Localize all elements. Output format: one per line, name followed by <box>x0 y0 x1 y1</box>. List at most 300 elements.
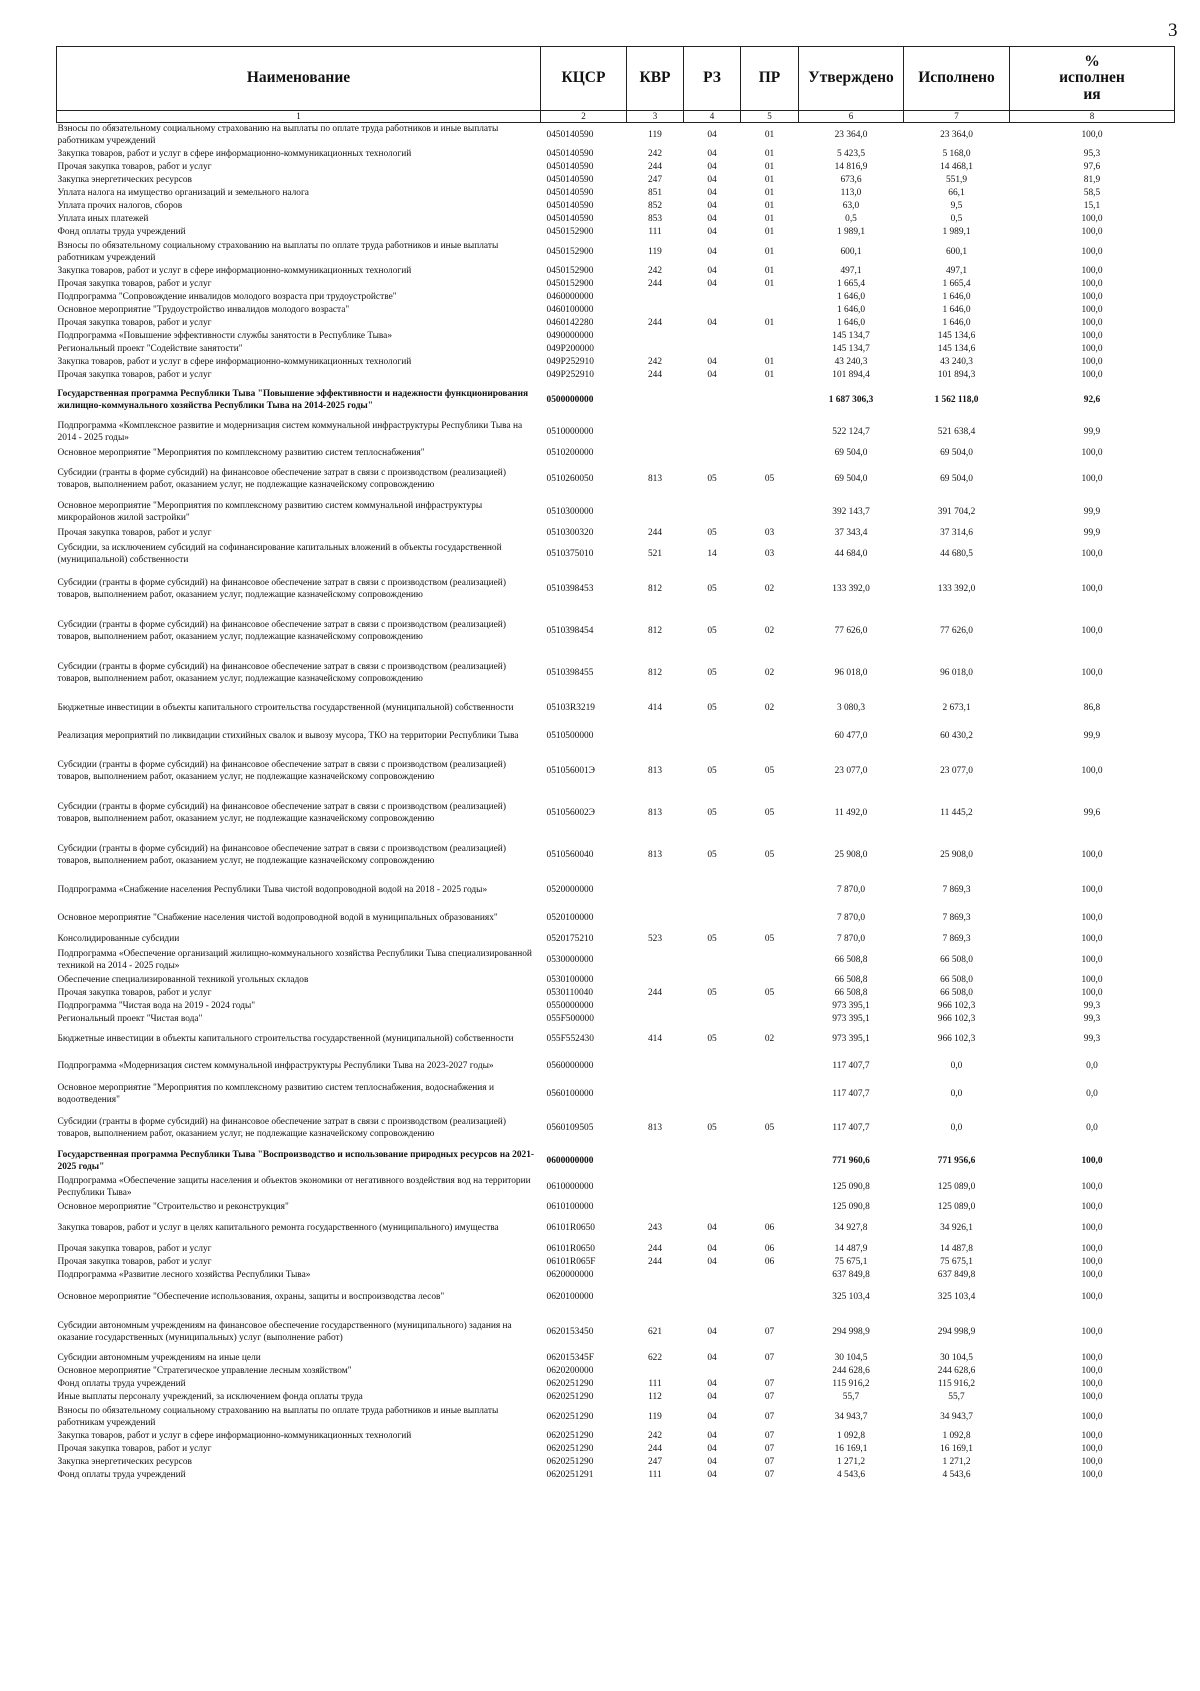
cell-executed: 497,1 <box>945 266 968 277</box>
cell-percent: 100,0 <box>1081 583 1103 594</box>
cell-executed: 69 504,0 <box>940 473 973 484</box>
cell-approved: 7 870,0 <box>836 884 866 895</box>
cell-kvr <box>627 1053 684 1081</box>
cell-percent: 100,0 <box>1081 548 1103 559</box>
cell-name: Субсидии автономным учреждениям на финансовое обеспечение государственного (муниципального) задания на оказание государственных (муниципальных) услуг (выполнение работ) <box>57 1321 512 1343</box>
cell-rz: 14 <box>707 548 717 559</box>
cell-name: Подпрограмма «Обеспечение организаций жилищно-коммунального хозяйства Республики Тыва специализированной техникой на 2014 - 2025 годы» <box>57 949 532 971</box>
cell-approved: 63,0 <box>842 201 860 212</box>
table-row <box>57 1405 1175 1431</box>
cell-approved: 117 407,7 <box>832 1060 870 1071</box>
cell-name: Подпрограмма «Повышение эффективности службы занятости в Республике Тыва» <box>57 331 393 342</box>
cell-kcsr: 0620153450 <box>546 1326 594 1337</box>
cell-kcsr: 0520175210 <box>546 933 594 944</box>
cell-pr <box>741 419 799 447</box>
cell-rz: 04 <box>707 149 717 160</box>
cell-kvr <box>627 383 684 419</box>
cell-kvr: 523 <box>647 933 663 944</box>
cell-approved: 125 090,8 <box>832 1181 870 1192</box>
cell-approved: 973 395,1 <box>832 1014 870 1025</box>
cell-kvr <box>627 723 684 751</box>
cell-executed: 391 704,2 <box>937 506 976 517</box>
column-number: 4 <box>684 111 741 123</box>
cell-pr: 07 <box>764 1444 775 1455</box>
column-number-row <box>57 111 1175 123</box>
cell-approved: 55,7 <box>842 1392 860 1403</box>
cell-kcsr: 0510260050 <box>546 473 594 484</box>
cell-percent: 100,0 <box>1081 1201 1103 1212</box>
cell-pr <box>741 344 799 357</box>
cell-approved: 11 492,0 <box>834 807 868 818</box>
cell-kvr: 244 <box>647 318 663 329</box>
cell-pr <box>741 1149 799 1175</box>
cell-approved: 637 849,8 <box>832 1270 870 1281</box>
cell-kcsr: 0530000000 <box>546 954 594 965</box>
cell-kcsr: 0620100000 <box>546 1291 594 1302</box>
cell-pr: 06 <box>764 1222 775 1233</box>
cell-executed: 133 392,0 <box>937 583 976 594</box>
cell-kvr <box>627 305 684 318</box>
cell-kcsr: 0620200000 <box>546 1366 594 1377</box>
cell-percent: 100,0 <box>1081 975 1103 986</box>
cell-kvr <box>627 1014 684 1027</box>
cell-executed: 4 543,6 <box>942 1470 971 1481</box>
cell-percent: 100,0 <box>1081 292 1103 303</box>
cell-kvr: 852 <box>647 201 663 212</box>
cell-executed: 2 673,1 <box>942 702 971 713</box>
table-row <box>57 947 1175 975</box>
cell-percent: 100,0 <box>1081 1379 1103 1390</box>
cell-kcsr: 0530100000 <box>546 975 594 986</box>
cell-approved: 1 271,2 <box>836 1457 866 1468</box>
cell-rz: 04 <box>707 188 717 199</box>
cell-percent: 100,0 <box>1081 884 1103 895</box>
cell-kvr <box>627 447 684 461</box>
cell-percent: 100,0 <box>1081 331 1103 342</box>
cell-name: Региональный проект "Содействие занятости" <box>57 344 243 355</box>
cell-name: Подпрограмма «Комплексное развитие и модернизация систем коммунальной инфраструктуры Республики Тыва на 2014 - 2025 годы» <box>57 421 523 443</box>
cell-approved: 77 626,0 <box>834 625 868 636</box>
cell-kcsr: 0560100000 <box>546 1088 594 1099</box>
cell-rz: 04 <box>707 201 717 212</box>
cell-approved: 1 092,8 <box>836 1431 866 1442</box>
cell-rz: 05 <box>707 667 717 678</box>
cell-pr: 07 <box>764 1392 775 1403</box>
table-row <box>57 1470 1175 1483</box>
cell-rz: 04 <box>707 214 717 225</box>
cell-kvr: 813 <box>647 1122 663 1133</box>
cell-kvr <box>627 1270 684 1283</box>
cell-approved: 44 684,0 <box>834 548 868 559</box>
cell-rz <box>684 292 741 305</box>
cell-kvr: 812 <box>647 625 663 636</box>
cell-kcsr: 0460100000 <box>546 305 594 316</box>
cell-percent: 100,0 <box>1081 246 1103 257</box>
cell-percent: 100,0 <box>1081 1353 1103 1364</box>
cell-pr <box>741 292 799 305</box>
cell-name: Субсидии (гранты в форме субсидий) на финансовое обеспечение затрат в связи с производством (реализацией) товаров, выполнением работ, оказанием услуг, не подлежащие казначейскому сопровождению <box>57 802 506 824</box>
cell-kvr <box>627 1366 684 1379</box>
cell-kvr: 119 <box>648 246 662 257</box>
cell-kvr <box>627 292 684 305</box>
cell-kcsr: 0450152900 <box>546 227 594 238</box>
cell-name: Закупка товаров, работ и услуг в сфере информационно-коммуникационных технологий <box>57 357 412 368</box>
cell-executed: 30 104,5 <box>940 1353 973 1364</box>
cell-percent: 99,6 <box>1083 807 1101 818</box>
cell-kvr <box>627 344 684 357</box>
table-row <box>57 793 1175 835</box>
cell-name: Закупка энергетических ресурсов <box>57 175 192 186</box>
cell-kvr: 812 <box>647 583 663 594</box>
cell-approved: 1 665,4 <box>836 279 866 290</box>
cell-percent: 97,6 <box>1083 162 1101 173</box>
cell-executed: 1 562 118,0 <box>934 394 979 405</box>
cell-executed: 9,5 <box>950 201 963 212</box>
header-percent-line-2: исполнен <box>1059 69 1125 87</box>
cell-executed: 0,5 <box>950 214 963 225</box>
cell-percent: 100,0 <box>1081 473 1103 484</box>
cell-pr: 05 <box>764 765 775 776</box>
cell-approved: 973 395,1 <box>832 1001 870 1012</box>
cell-approved: 60 477,0 <box>834 730 868 741</box>
cell-approved: 23 364,0 <box>834 130 868 141</box>
cell-kvr <box>627 1081 684 1109</box>
cell-kvr: 812 <box>647 667 663 678</box>
cell-percent: 100,0 <box>1081 318 1103 329</box>
table-row <box>57 344 1175 357</box>
cell-approved: 30 104,5 <box>834 1353 868 1364</box>
cell-kvr: 244 <box>647 370 663 381</box>
cell-kvr: 244 <box>647 1243 663 1254</box>
cell-kvr: 853 <box>647 214 663 225</box>
table-row <box>57 695 1175 723</box>
cell-kcsr: 0620251290 <box>546 1457 594 1468</box>
cell-percent: 100,0 <box>1081 1457 1103 1468</box>
cell-pr <box>741 1283 799 1313</box>
cell-executed: 55,7 <box>948 1392 965 1403</box>
cell-executed: 16 169,1 <box>940 1444 973 1455</box>
cell-approved: 101 894,4 <box>832 370 870 381</box>
cell-approved: 34 943,7 <box>834 1411 868 1422</box>
table-row <box>57 383 1175 419</box>
cell-percent: 100,0 <box>1081 1222 1103 1233</box>
cell-name: Государственная программа Республики Тыва "Повышение эффективности и надежности функционирования жилищно-коммунального хозяйства Республики Тыва на 2014-2025 годы" <box>57 389 529 411</box>
cell-approved: 1 646,0 <box>836 292 866 303</box>
table-row <box>57 447 1175 461</box>
cell-rz: 04 <box>707 1353 717 1364</box>
cell-name: Иные выплаты персоналу учреждений, за исключением фонда оплаты труда <box>57 1392 363 1403</box>
table-row <box>57 835 1175 877</box>
cell-kcsr: 0560000000 <box>546 1060 594 1071</box>
cell-percent: 0,0 <box>1086 1060 1098 1071</box>
cell-percent: 100,0 <box>1081 625 1103 636</box>
cell-kvr: 111 <box>648 1379 662 1390</box>
page-number: 3 <box>1168 20 1178 41</box>
cell-name: Взносы по обязательному социальному страхованию на выплаты по оплате труда работников и иные выплаты работникам учреждений <box>57 124 499 146</box>
cell-kcsr: 0610000000 <box>546 1181 594 1192</box>
cell-rz: 04 <box>707 1431 717 1442</box>
table-body <box>57 123 1175 1483</box>
cell-percent: 100,0 <box>1081 1270 1103 1281</box>
cell-executed: 1 665,4 <box>942 279 971 290</box>
table-row <box>57 370 1175 383</box>
cell-name: Уплата налога на имущество организаций и земельного налога <box>57 188 309 199</box>
cell-kvr: 119 <box>648 130 662 141</box>
cell-kcsr: 0450140590 <box>546 149 594 160</box>
cell-executed: 101 894,3 <box>937 370 976 381</box>
cell-kcsr: 055F500000 <box>546 1014 594 1025</box>
cell-executed: 66 508,0 <box>940 975 973 986</box>
table-row <box>57 357 1175 370</box>
cell-name: Подпрограмма «Снабжение населения Республики Тыва чистой водопроводной водой на 2018 - 2025 годы» <box>57 884 488 895</box>
cell-executed: 23 077,0 <box>940 765 973 776</box>
cell-kcsr: 0450140590 <box>546 130 594 141</box>
cell-rz: 05 <box>707 807 717 818</box>
cell-rz: 04 <box>707 175 717 186</box>
cell-executed: 0,0 <box>950 1122 963 1133</box>
cell-executed: 75 675,1 <box>940 1257 973 1268</box>
cell-percent: 86,8 <box>1083 702 1101 713</box>
cell-kvr: 243 <box>647 1222 663 1233</box>
cell-executed: 23 364,0 <box>940 130 973 141</box>
cell-executed: 7 869,3 <box>942 884 971 895</box>
header-name: Наименование <box>57 47 541 111</box>
cell-approved: 1 646,0 <box>836 318 866 329</box>
cell-rz: 05 <box>707 1033 717 1044</box>
cell-pr <box>741 447 799 461</box>
cell-kvr <box>627 1175 684 1201</box>
cell-kcsr: 055F552430 <box>546 1033 594 1044</box>
cell-kcsr: 0450152900 <box>546 246 594 257</box>
cell-pr: 01 <box>764 162 775 173</box>
column-number: 6 <box>799 111 904 123</box>
cell-kcsr: 0450152900 <box>546 279 594 290</box>
cell-rz <box>684 344 741 357</box>
cell-executed: 125 089,0 <box>937 1181 976 1192</box>
cell-pr <box>741 723 799 751</box>
cell-kvr: 244 <box>647 1444 663 1455</box>
cell-executed: 771 956,6 <box>937 1155 976 1166</box>
cell-pr: 01 <box>764 246 775 257</box>
cell-approved: 771 960,6 <box>832 1155 870 1166</box>
cell-kcsr: 0510398454 <box>546 625 594 636</box>
cell-rz <box>684 1053 741 1081</box>
cell-kvr: 112 <box>648 1392 662 1403</box>
cell-executed: 14 487,8 <box>940 1243 973 1254</box>
budget-execution-table <box>56 46 1175 1483</box>
cell-name: Субсидии (гранты в форме субсидий) на финансовое обеспечение затрат в связи с производством (реализацией) товаров, выполнением работ, оказанием услуг, подлежащие казначейскому сопровождению <box>57 662 506 684</box>
cell-kcsr: 049P200000 <box>546 344 594 355</box>
cell-pr <box>741 305 799 318</box>
cell-pr <box>741 383 799 419</box>
cell-kcsr: 0510300000 <box>546 506 594 517</box>
cell-executed: 34 926,1 <box>940 1222 973 1233</box>
cell-kvr: 244 <box>647 527 663 538</box>
cell-kvr: 244 <box>647 162 663 173</box>
cell-approved: 115 916,2 <box>832 1379 870 1390</box>
cell-rz: 04 <box>707 1444 717 1455</box>
cell-pr: 07 <box>764 1379 775 1390</box>
cell-executed: 44 680,5 <box>940 548 973 559</box>
cell-kcsr: 062015345F <box>546 1353 594 1364</box>
cell-percent: 15,1 <box>1083 201 1101 212</box>
cell-kvr <box>627 1201 684 1215</box>
cell-rz: 04 <box>707 318 717 329</box>
table-row <box>57 214 1175 227</box>
cell-executed: 43 240,3 <box>940 357 973 368</box>
cell-pr <box>741 1001 799 1014</box>
cell-pr: 01 <box>764 214 775 225</box>
table-row <box>57 279 1175 292</box>
cell-name: Субсидии автономным учреждениям на иные цели <box>57 1353 261 1364</box>
cell-kvr <box>627 1283 684 1313</box>
cell-name: Субсидии, за исключением субсидий на софинансирование капитальных вложений в объекты государственной (муниципальной) собственности <box>57 543 502 565</box>
cell-name: Обеспечение специализированной техникой угольных складов <box>57 975 309 986</box>
cell-executed: 34 943,7 <box>940 1411 973 1422</box>
cell-approved: 125 090,8 <box>832 1201 870 1212</box>
cell-rz <box>684 499 741 527</box>
cell-pr <box>741 1014 799 1027</box>
cell-rz <box>684 1270 741 1283</box>
cell-rz: 04 <box>707 1470 717 1481</box>
cell-name: Фонд оплаты труда учреждений <box>57 227 186 238</box>
table-row <box>57 877 1175 905</box>
cell-rz: 04 <box>707 227 717 238</box>
cell-approved: 23 077,0 <box>834 765 868 776</box>
cell-name: Подпрограмма "Чистая вода на 2019 - 2024 годы" <box>57 1001 256 1012</box>
cell-kcsr: 0620251290 <box>546 1444 594 1455</box>
cell-approved: 497,1 <box>840 266 862 277</box>
table-row <box>57 162 1175 175</box>
cell-percent: 100,0 <box>1081 954 1103 965</box>
cell-kcsr: 0510000000 <box>546 426 594 437</box>
cell-percent: 100,0 <box>1081 227 1103 238</box>
table-row <box>57 975 1175 988</box>
cell-pr: 01 <box>764 370 775 381</box>
cell-percent: 100,0 <box>1081 1431 1103 1442</box>
cell-kvr: 851 <box>647 188 663 199</box>
cell-name: Фонд оплаты труда учреждений <box>57 1470 186 1481</box>
cell-rz <box>684 305 741 318</box>
cell-pr <box>741 1175 799 1201</box>
cell-kcsr: 06101R0650 <box>546 1222 595 1233</box>
cell-executed: 66 508,0 <box>940 988 973 999</box>
cell-name: Прочая закупка товаров, работ и услуг <box>57 318 212 329</box>
cell-pr: 05 <box>764 473 775 484</box>
table-row <box>57 1379 1175 1392</box>
cell-approved: 69 504,0 <box>834 447 868 458</box>
cell-name: Уплата прочих налогов, сборов <box>57 201 183 212</box>
cell-kcsr: 0500000000 <box>546 394 594 405</box>
cell-name: Подпрограмма «Обеспечение защиты населения и объектов экономики от негативного воздействия вод на территории Республики Тыва» <box>57 1176 531 1198</box>
cell-approved: 600,1 <box>840 246 862 257</box>
cell-name: Основное мероприятие "Мероприятия по комплексному развитию систем теплоснабжения, водоснабжения и водоотведения" <box>57 1083 494 1105</box>
cell-kvr: 813 <box>647 473 663 484</box>
cell-percent: 100,0 <box>1081 1243 1103 1254</box>
cell-pr: 06 <box>764 1243 775 1254</box>
cell-kvr <box>627 419 684 447</box>
cell-pr: 05 <box>764 933 775 944</box>
column-number: 7 <box>904 111 1010 123</box>
table-row <box>57 541 1175 569</box>
cell-executed: 1 646,0 <box>942 292 971 303</box>
cell-approved: 25 908,0 <box>834 849 868 860</box>
cell-percent: 100,0 <box>1081 1326 1103 1337</box>
cell-percent: 100,0 <box>1081 279 1103 290</box>
cell-percent: 100,0 <box>1081 1444 1103 1455</box>
cell-pr: 07 <box>764 1457 775 1468</box>
cell-name: Основное мероприятие "Снабжение населения чистой водопроводной водой в муниципальных образованиях" <box>57 912 498 923</box>
cell-kvr <box>627 331 684 344</box>
cell-executed: 145 134,6 <box>937 331 976 342</box>
cell-percent: 100,0 <box>1081 266 1103 277</box>
cell-pr <box>741 947 799 975</box>
cell-percent: 99,9 <box>1083 506 1101 517</box>
cell-name: Субсидии (гранты в форме субсидий) на финансовое обеспечение затрат в связи с производством (реализацией) товаров, выполнением работ, оказанием услуг, не подлежащие казначейскому сопровождению <box>57 760 506 782</box>
cell-kcsr: 0560109505 <box>546 1122 594 1133</box>
cell-percent: 99,9 <box>1083 730 1101 741</box>
header-executed: Исполнено <box>904 47 1010 111</box>
cell-kcsr: 0620251291 <box>546 1470 594 1481</box>
cell-rz <box>684 419 741 447</box>
cell-pr <box>741 1081 799 1109</box>
cell-pr: 01 <box>764 357 775 368</box>
cell-kcsr: 0510300320 <box>546 527 594 538</box>
cell-executed: 966 102,3 <box>937 1001 976 1012</box>
table-row <box>57 305 1175 318</box>
cell-kcsr: 0530110040 <box>546 988 594 999</box>
cell-pr <box>741 905 799 933</box>
cell-approved: 66 508,8 <box>834 975 868 986</box>
table-row <box>57 569 1175 611</box>
table-row <box>57 227 1175 240</box>
cell-kcsr: 0460000000 <box>546 292 594 303</box>
cell-name: Основное мероприятие "Мероприятия по комплексному развитию систем теплоснабжения" <box>57 447 425 458</box>
column-number: 5 <box>741 111 799 123</box>
cell-kvr: 621 <box>647 1326 663 1337</box>
cell-percent: 81,9 <box>1083 175 1101 186</box>
cell-approved: 5 423,5 <box>836 149 866 160</box>
cell-executed: 551,9 <box>945 175 968 186</box>
cell-kvr: 622 <box>647 1353 663 1364</box>
cell-pr: 02 <box>764 1033 775 1044</box>
column-number: 2 <box>541 111 627 123</box>
cell-approved: 294 998,9 <box>832 1326 870 1337</box>
cell-percent: 58,5 <box>1083 188 1101 199</box>
header-approved: Утверждено <box>799 47 904 111</box>
cell-rz: 05 <box>707 583 717 594</box>
cell-executed: 1 646,0 <box>942 318 971 329</box>
column-number: 8 <box>1010 111 1175 123</box>
table-row <box>57 1366 1175 1379</box>
cell-pr <box>741 975 799 988</box>
cell-kvr: 813 <box>647 765 663 776</box>
cell-name: Бюджетные инвестиции в объекты капитального строительства государственной (муниципальной) собственности <box>57 702 514 713</box>
cell-approved: 66 508,8 <box>834 988 868 999</box>
cell-rz: 04 <box>707 1243 717 1254</box>
cell-kcsr: 0460142280 <box>546 318 594 329</box>
table-row <box>57 1201 1175 1215</box>
table-row <box>57 188 1175 201</box>
table-row <box>57 653 1175 695</box>
cell-rz: 05 <box>707 1122 717 1133</box>
cell-rz <box>684 905 741 933</box>
table-row <box>57 1431 1175 1444</box>
cell-percent: 100,0 <box>1081 1291 1103 1302</box>
cell-pr: 07 <box>764 1431 775 1442</box>
cell-kvr: 247 <box>647 175 663 186</box>
cell-executed: 37 314,6 <box>940 527 973 538</box>
